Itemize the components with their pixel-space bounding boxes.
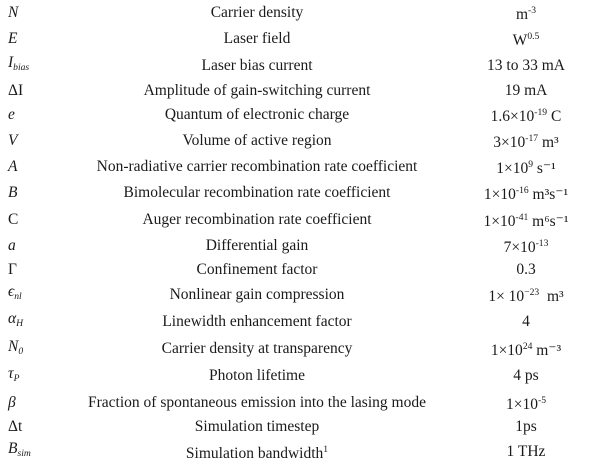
table-row (0, 180, 606, 206)
value-exponent: -41 (515, 211, 529, 223)
description-text: Laser field (223, 30, 291, 48)
parameter-value (446, 438, 606, 465)
description-text: Photon lifetime (208, 367, 305, 385)
description-text: Fraction of spontaneous emission into the lasing mode (88, 394, 426, 412)
table-row (0, 308, 606, 335)
symbol-main: ΔI (8, 81, 24, 99)
table-row (0, 233, 606, 259)
value-text: 4 ps (513, 367, 539, 385)
symbol-subscript: H (16, 318, 24, 330)
value-text: 1×10 (506, 396, 538, 414)
symbol-main: N (8, 337, 19, 355)
description-text: Simulation bandwidth (185, 444, 324, 462)
parameter-symbol (0, 154, 68, 180)
parameter-value (446, 80, 606, 102)
table-row (0, 416, 606, 438)
value-text: 1× 10 (488, 287, 525, 305)
value-exponent: -17 (525, 133, 539, 145)
parameter-symbol (0, 0, 68, 26)
parameter-symbol (0, 259, 68, 281)
parameter-symbol (0, 80, 68, 102)
symbol-subscript: bias (13, 62, 30, 74)
table-row (0, 0, 606, 26)
description-text: Non-radiative carrier recombination rate coefficient (96, 158, 418, 176)
value-text: 1×10 (483, 186, 516, 204)
description-text: Carrier density (210, 4, 304, 21)
value-text: 13 to 33 mA (487, 56, 565, 74)
parameter-value (446, 281, 606, 308)
parameter-value (446, 336, 606, 363)
parameter-symbol (0, 390, 68, 416)
parameter-description (68, 26, 446, 52)
value-text: m (515, 6, 529, 23)
parameter-symbol (0, 128, 68, 154)
symbol-main: τ (8, 364, 14, 382)
value-text: 1×10 (496, 160, 529, 178)
value-exponent: -3 (528, 5, 537, 16)
parameter-symbol (0, 26, 68, 52)
parameter-description (68, 308, 446, 335)
parameter-description (68, 128, 446, 154)
description-text: Simulation timestep (194, 418, 320, 436)
symbol-main: e (8, 105, 15, 123)
parameter-description (68, 233, 446, 259)
table-row (0, 207, 606, 233)
description-text: Quantum of electronic charge (164, 105, 350, 123)
parameter-value (446, 363, 606, 390)
description-text: Volume of active region (182, 132, 332, 150)
value-text: 1×10 (483, 212, 516, 230)
symbol-main: a (8, 236, 16, 254)
value-unit: m⁶s⁻¹ (528, 212, 569, 230)
value-text: 1×10 (490, 342, 523, 360)
value-unit: m⁻³ (532, 342, 562, 360)
parameter-symbol (0, 281, 68, 308)
parameter-value (446, 0, 606, 26)
table-row (0, 128, 606, 154)
symbol-main: Γ (8, 261, 17, 279)
value-unit: m³s⁻¹ (528, 186, 569, 204)
description-text: Confinement factor (196, 261, 318, 279)
parameter-description (68, 416, 446, 438)
value-unit: C (547, 107, 562, 125)
symbol-subscript: P (13, 372, 20, 384)
parameter-description (68, 154, 446, 180)
description-text: Linewidth enhancement factor (162, 312, 352, 330)
symbol-main: β (8, 394, 16, 412)
parameter-description (68, 438, 446, 465)
footnote-marker: 1 (323, 443, 329, 455)
value-text: W (512, 32, 528, 50)
parameter-symbol (0, 438, 68, 465)
description-text: Differential gain (205, 236, 309, 254)
table-row (0, 52, 606, 79)
parameter-value (446, 308, 606, 335)
table-row (0, 363, 606, 390)
value-text: 19 mA (504, 81, 548, 99)
parameter-description (68, 336, 446, 363)
value-text: 4 (522, 312, 530, 330)
description-text: Amplitude of gain-switching current (143, 81, 371, 99)
description-text: Nonlinear gain compression (169, 285, 345, 303)
parameter-symbol (0, 336, 68, 363)
table-row (0, 336, 606, 363)
value-exponent: -16 (515, 185, 529, 197)
symbol-main: Δt (8, 418, 23, 436)
parameter-symbol (0, 363, 68, 390)
parameter-description (68, 390, 446, 416)
symbol-main: I (8, 54, 14, 72)
symbol-main: E (8, 30, 18, 48)
parameter-symbol (0, 207, 68, 233)
value-text: 7×10 (503, 238, 536, 256)
symbol-main: A (8, 158, 18, 176)
symbol-subscript: sim (17, 448, 31, 460)
table-row (0, 102, 606, 128)
value-unit: m³ (538, 134, 559, 152)
parameter-description (68, 281, 446, 308)
parameter-description (68, 102, 446, 128)
parameter-value (446, 128, 606, 154)
parameter-value (446, 233, 606, 259)
parameter-description (68, 80, 446, 102)
value-unit: s⁻¹ (533, 160, 556, 178)
value-exponent: −23 (524, 286, 540, 298)
symbol-main: B (8, 184, 18, 202)
table-row (0, 80, 606, 102)
symbol-main: N (8, 4, 19, 21)
table-row (0, 281, 606, 308)
parameter-description (68, 207, 446, 233)
symbol-main: ϵ (8, 283, 15, 301)
value-unit: m³ (539, 287, 564, 305)
parameter-value (446, 102, 606, 128)
parameter-description (68, 180, 446, 206)
value-text: 0.3 (516, 261, 536, 279)
value-exponent: 24 (522, 341, 533, 353)
parameter-value (446, 390, 606, 416)
parameter-description (68, 363, 446, 390)
value-exponent: -13 (535, 237, 549, 249)
parameter-value (446, 180, 606, 206)
description-text: Carrier density at transparency (161, 340, 353, 358)
table-row (0, 154, 606, 180)
value-exponent: -19 (534, 106, 548, 118)
value-text: 3×10 (493, 134, 526, 152)
parameter-symbol (0, 180, 68, 206)
value-text: 1 THz (506, 442, 546, 460)
symbol-subscript: 0 (18, 345, 24, 357)
description-text: Laser bias current (201, 56, 313, 74)
parameter-symbol (0, 416, 68, 438)
description-text: Bimolecular recombination rate coefficient (123, 184, 391, 202)
symbol-subscript: nl (14, 291, 22, 303)
parameter-value (446, 52, 606, 79)
parameter-symbol (0, 233, 68, 259)
symbol-main: B (8, 440, 18, 458)
symbol-main: α (8, 310, 17, 328)
table-row (0, 26, 606, 52)
parameter-value (446, 259, 606, 281)
parameter-symbol (0, 102, 68, 128)
parameter-description (68, 0, 446, 26)
value-exponent: 0.5 (527, 31, 540, 43)
table-row (0, 259, 606, 281)
parameter-value (446, 26, 606, 52)
value-text: 1ps (515, 418, 537, 436)
parameter-value (446, 207, 606, 233)
table-row (0, 390, 606, 416)
parameter-value (446, 416, 606, 438)
parameter-description (68, 259, 446, 281)
symbol-main: V (8, 132, 18, 150)
symbol-main: C (8, 210, 19, 228)
value-exponent: -5 (538, 395, 546, 407)
value-exponent: 9 (528, 159, 534, 171)
parameter-symbol (0, 308, 68, 335)
value-text: 1.6×10 (490, 107, 535, 125)
table-row (0, 438, 606, 465)
description-text: Auger recombination rate coefficient (142, 210, 372, 228)
parameter-value (446, 154, 606, 180)
parameter-description (68, 52, 446, 79)
parameter-symbol (0, 52, 68, 79)
